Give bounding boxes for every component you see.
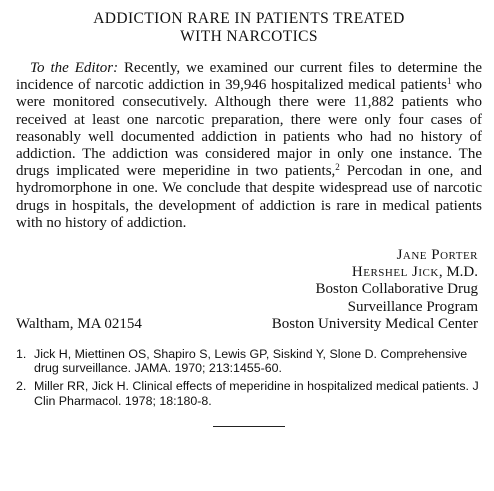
author-2-degree: , M.D. <box>438 264 478 281</box>
references-list <box>16 347 482 408</box>
organization-line-2: Surveillance Program <box>347 298 478 315</box>
letter-text-part-2: who were monitored consecutively. Although there were 11,882 patients who received at least one narcotic preparation, there were only four cases of reasonably well documented addiction in patients who had no history of addiction. The addiction was considered major in only one instance. The drugs implicated were meperidine in two patients, <box>16 77 482 180</box>
reference-number: 1. <box>16 347 27 362</box>
footnote-marker-2: 2 <box>335 162 340 173</box>
signature-block <box>16 247 482 333</box>
end-rule-divider <box>213 426 285 427</box>
author-2-name: Hershel Jick <box>351 264 439 281</box>
organization-line-3: Boston University Medical Center <box>271 315 478 332</box>
author-affiliation <box>272 247 478 333</box>
footnote-marker-1: 1 <box>446 76 452 87</box>
letter-body <box>16 60 482 232</box>
letter-page <box>16 10 482 427</box>
reference-item <box>16 379 482 407</box>
letter-text-part-3: Percodan in one, and hydromorphone in one. We conclude that despite widespread use of narcotic drugs in hospitals, the development of addiction is rare in medical patients with no history of addiction. <box>16 163 482 231</box>
salutation: To the Editor: <box>30 60 119 76</box>
reference-number: 2. <box>16 379 27 394</box>
title-line-2: WITH NARCOTICS <box>180 28 318 45</box>
article-title <box>16 10 482 46</box>
author-1-name: Jane Porter <box>396 247 478 264</box>
organization-line-1: Boston Collaborative Drug <box>315 281 478 298</box>
title-line-1: ADDICTION RARE IN PATIENTS TREATED <box>93 10 405 27</box>
reference-text: Jick H, Miettinen OS, Shapiro S, Lewis GP, Siskind Y, Slone D. Comprehensive drug surveillance. JAMA. 1970; 213:1455-60. <box>34 347 468 376</box>
reference-text: Miller RR, Jick H. Clinical effects of meperidine in hospitalized medical patients. J Clin Pharmacol. 1978; 18:180-8. <box>34 379 479 408</box>
location: Waltham, MA 02154 <box>16 315 142 332</box>
author-2 <box>272 264 478 281</box>
reference-item <box>16 347 482 375</box>
letter-text-part-1: Recently, we examined our current files to determine the incidence of narcotic addiction in 39,946 hospitalized medical patients <box>16 60 482 94</box>
